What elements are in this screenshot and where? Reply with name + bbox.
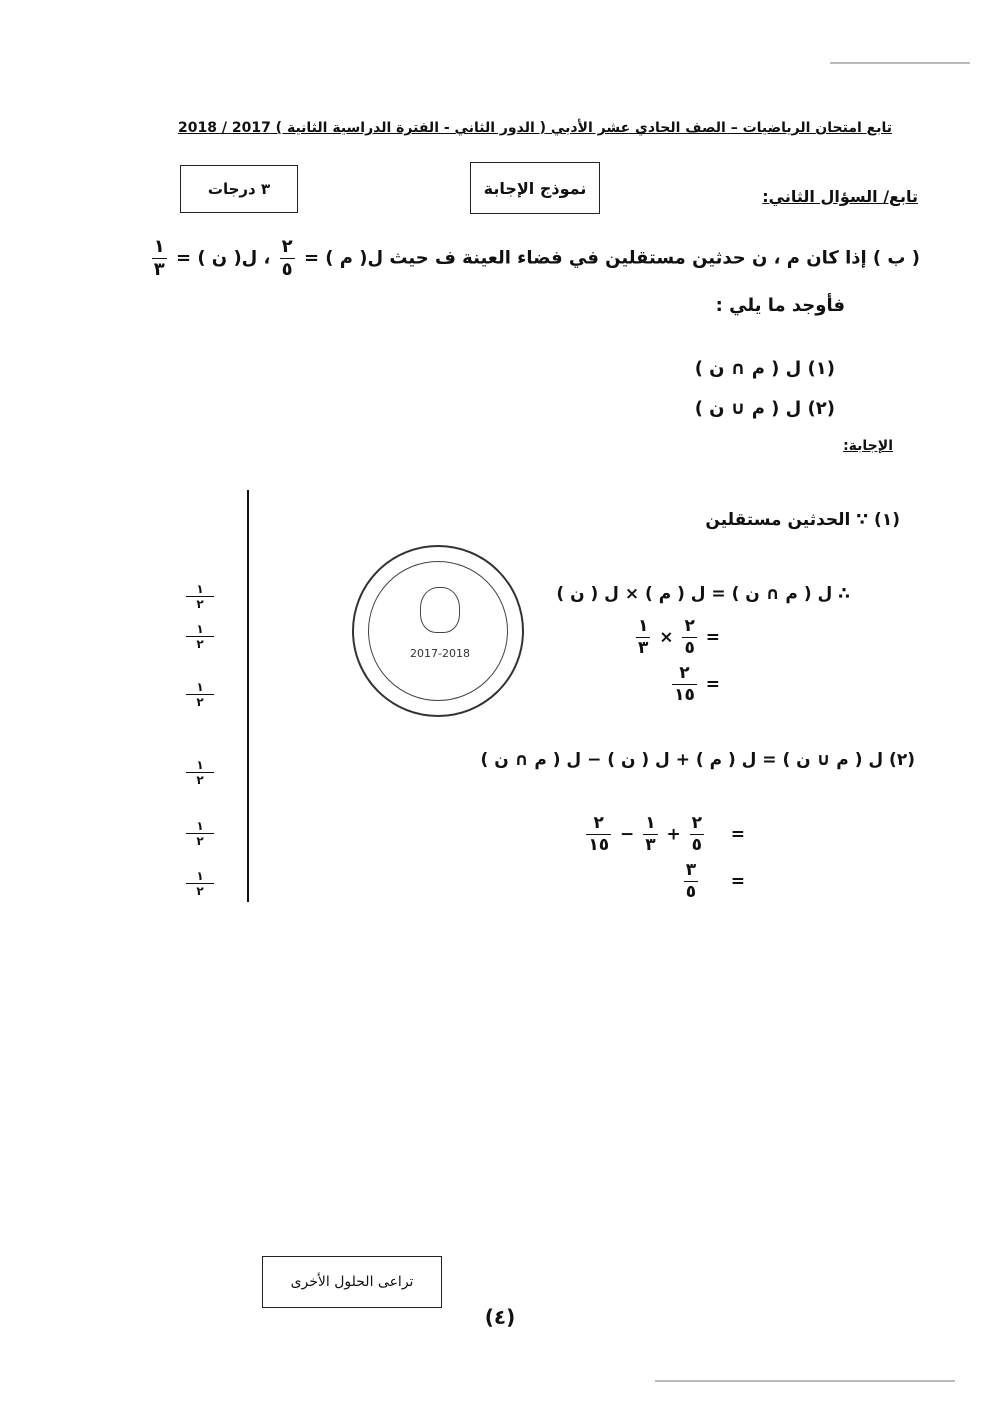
fraction (636, 618, 650, 657)
item-1: (١) ل ( م ∩ ن ) (694, 358, 835, 379)
page-number: (٤) (484, 1305, 516, 1329)
item-2: (٢) ل ( م ∪ ن ) (694, 398, 835, 419)
official-stamp (352, 545, 524, 717)
fraction-den: ٥ (281, 259, 293, 280)
mark-den: ٢ (186, 772, 214, 786)
operator: × (659, 627, 674, 648)
answer-model-box: نموذج الإجابة (470, 162, 600, 214)
equals-sign: = (705, 674, 720, 695)
mark-num: ١ (196, 680, 204, 694)
mark-den: ٢ (186, 883, 214, 897)
fraction-den: ١٥ (674, 685, 695, 705)
mark-half (186, 583, 214, 610)
part1-step1: ∴ ل ( م ∩ ن ) = ل ( م ) × ل ( ن ) (556, 584, 850, 604)
fraction-den: ١٥ (588, 835, 610, 855)
fraction (690, 815, 704, 854)
fraction-num: ٣ (685, 860, 697, 880)
exam-header: تابع امتحان الرياضيات – الصف الحادي عشر الأدبي ( الدور الثاني - الفترة الدراسية الثانية ) 2017 / 2018 (178, 120, 892, 136)
scan-mark-bottom (655, 1380, 955, 1382)
part2-step1: (٢) ل ( م ∪ ن ) = ل ( م ) + ل ( ن ) − ل ( م ∩ ن ) (480, 750, 915, 770)
fraction-den: ٥ (685, 882, 697, 902)
answer-label: الإجابة: (843, 438, 893, 454)
other-solutions-note: تراعى الحلول الأخرى (262, 1256, 442, 1308)
question-prefix: ( ب ) إذا كان م ، ن حدثين مستقلين في فضاء العينة ف حيث ل( م ) = (303, 247, 920, 269)
emblem-icon (420, 587, 460, 633)
fraction (684, 862, 698, 901)
marks-divider (247, 490, 249, 902)
fraction-den: ٣ (153, 259, 165, 280)
mark-den: ٢ (186, 596, 214, 610)
mark-half (186, 870, 214, 897)
mark-num: ١ (196, 869, 204, 883)
mark-half (186, 623, 214, 650)
fraction-num: ١ (637, 616, 649, 636)
fraction-pm (280, 238, 295, 279)
mark-half (186, 681, 214, 708)
fraction (672, 665, 697, 704)
part1-step3 (620, 665, 720, 704)
equals-sign: = (730, 871, 745, 892)
fraction-den: ٣ (645, 835, 656, 855)
fraction-den: ٥ (684, 638, 695, 658)
fraction (643, 815, 657, 854)
fraction-num: ١ (153, 236, 165, 257)
operator: − (620, 824, 635, 845)
part1-step2 (560, 618, 720, 657)
question-label: تابع/ السؤال الثاني: (762, 187, 918, 206)
fraction (682, 618, 696, 657)
mark-num: ١ (196, 622, 204, 636)
fraction-pn (152, 238, 167, 279)
fraction-num: ٢ (684, 616, 695, 636)
fraction-den: ٣ (637, 638, 649, 658)
part1-reason: (١) ∵ الحدثين مستقلين (705, 510, 900, 530)
find-label: فأوجد ما يلي : (715, 295, 845, 316)
mark-den: ٢ (186, 636, 214, 650)
fraction-num: ٢ (281, 236, 293, 257)
mark-half (186, 759, 214, 786)
grade-box: ٣ درجات (180, 165, 298, 213)
operator: + (666, 824, 681, 845)
fraction-den: ٥ (691, 835, 703, 855)
mark-den: ٢ (186, 694, 214, 708)
fraction-num: ١ (645, 813, 656, 833)
question-mid: ، ل( ن ) = (175, 247, 271, 269)
fraction-num: ٢ (593, 813, 604, 833)
part2-step3 (640, 862, 745, 901)
scan-mark-top (830, 62, 970, 64)
fraction (586, 815, 611, 854)
mark-num: ١ (196, 758, 204, 772)
equals-sign: = (730, 824, 745, 845)
mark-num: ١ (196, 582, 204, 596)
mark-den: ٢ (186, 833, 214, 847)
stamp-year: 2017-2018 (410, 647, 470, 660)
fraction-num: ٢ (679, 663, 690, 683)
mark-half (186, 820, 214, 847)
question-text (130, 238, 920, 279)
equals-sign: = (705, 627, 720, 648)
fraction-num: ٢ (691, 813, 703, 833)
part2-step2 (500, 815, 745, 854)
mark-num: ١ (196, 819, 204, 833)
